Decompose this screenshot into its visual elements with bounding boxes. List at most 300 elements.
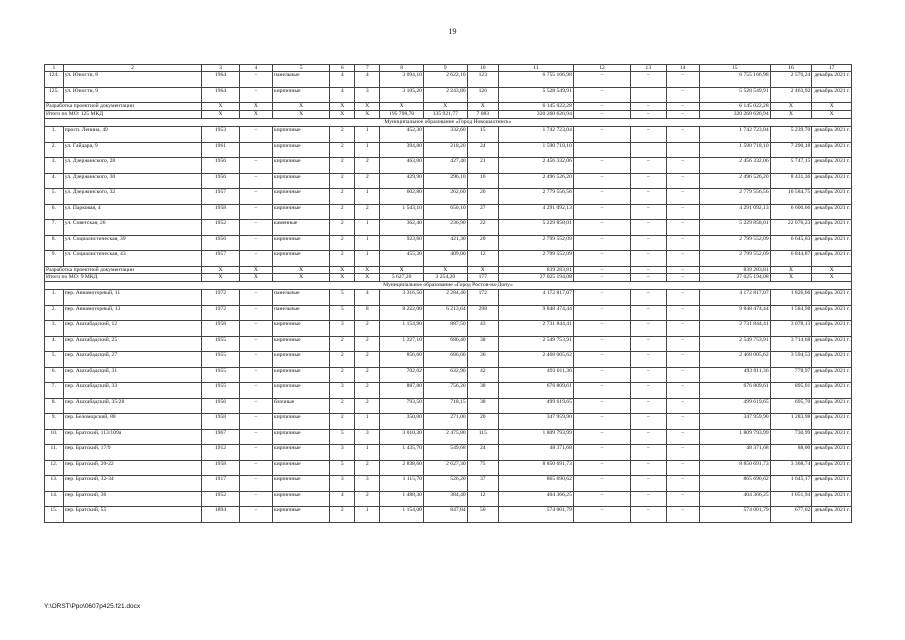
table-cell: 177: [467, 274, 498, 282]
table-cell: 1955: [202, 383, 239, 399]
table-cell: –: [666, 127, 699, 143]
table-cell: 1967: [202, 429, 239, 445]
table-cell: 1 742 723,04: [699, 127, 770, 143]
table-cell: пер. Братский, 36: [63, 491, 201, 507]
table-cell: 2: [330, 367, 355, 383]
table-cell: –: [666, 507, 699, 523]
table-cell: X: [273, 111, 330, 119]
table-cell: 27 025 194,08: [498, 274, 573, 282]
table-cell: 123: [467, 72, 498, 88]
table-cell: 2 838,60: [380, 460, 424, 476]
table-cell: 1958: [202, 204, 239, 220]
table-cell: 3.: [45, 158, 64, 174]
table-cell: 332,60: [423, 127, 467, 143]
table-cell: –: [666, 445, 699, 461]
table-cell: X: [355, 103, 380, 111]
table-cell: –: [239, 204, 272, 220]
table-cell: Разработка проектной документации: [45, 266, 202, 274]
table-cell: Муниципальное образование «Город Новошахтинск»: [45, 118, 852, 126]
table-cell: –: [239, 414, 272, 430]
table-cell: 4: [355, 290, 380, 306]
table-cell: декабрь 2021 г.: [812, 507, 852, 523]
table-cell: 5 627,20: [380, 274, 424, 282]
table-cell: 5 747,15: [770, 158, 812, 174]
table-cell: 1 590 718,10: [498, 142, 573, 158]
table-cell: 1964: [202, 72, 239, 88]
table-cell: 10: [467, 65, 498, 72]
table-cell: –: [666, 251, 699, 267]
table-cell: X: [330, 111, 355, 119]
table-cell: 1972: [202, 305, 239, 321]
table-cell: 650,10: [423, 204, 467, 220]
table-row: [45, 72, 852, 88]
table-cell: 2: [330, 414, 355, 430]
table-cell: 75: [467, 460, 498, 476]
table-cell: 2 731 844,41: [699, 321, 770, 337]
table-cell: 1953: [202, 127, 239, 143]
table-cell: 8: [380, 65, 424, 72]
table-cell: пер. Авиамоторный, 13: [63, 305, 201, 321]
table-cell: 7: [355, 65, 380, 72]
table-cell: –: [573, 204, 630, 220]
table-cell: 3 094,10: [380, 72, 424, 88]
table-cell: 856,60: [380, 352, 424, 368]
table-cell: 2: [355, 383, 380, 399]
table-row: [45, 445, 852, 461]
table-cell: –: [573, 507, 630, 523]
table-cell: –: [573, 251, 630, 267]
table-cell: 20: [467, 235, 498, 251]
table-cell: –: [239, 383, 272, 399]
table-cell: 6: [330, 65, 355, 72]
table-cell: –: [573, 321, 630, 337]
table-cell: декабрь 2021 г.: [812, 414, 852, 430]
housing-repair-table: [44, 64, 852, 523]
table-cell: 2 496 526,20: [699, 173, 770, 189]
table-cell: X: [239, 103, 272, 111]
table-row: [45, 321, 852, 337]
table-cell: пер. Ашхабадский, 27: [63, 352, 201, 368]
table-cell: –: [239, 290, 272, 306]
table-cell: –: [573, 491, 630, 507]
table-cell: декабрь 2021 г.: [812, 87, 852, 103]
table-cell: –: [631, 398, 666, 414]
table-cell: 6 755 166,98: [498, 72, 573, 88]
table-cell: X: [239, 111, 272, 119]
table-cell: 5 239,70: [770, 127, 812, 143]
page-number: 19: [448, 27, 457, 36]
table-cell: X: [812, 266, 852, 274]
table-cell: –: [239, 158, 272, 174]
table-cell: 38: [467, 398, 498, 414]
table-cell: 2: [330, 189, 355, 205]
table-cell: X: [467, 103, 498, 111]
table-cell: декабрь 2021 г.: [812, 173, 852, 189]
table-cell: X: [770, 266, 812, 274]
table-cell: X: [202, 274, 239, 282]
table-cell: 2: [330, 235, 355, 251]
table-cell: 4 172 817,07: [699, 290, 770, 306]
table-cell: пер. Братский, 55: [63, 507, 201, 523]
table-cell: –: [239, 491, 272, 507]
table-cell: [631, 87, 666, 103]
table-cell: –: [573, 352, 630, 368]
table-cell: просп. Ленина, 49: [63, 127, 201, 143]
table-cell: –: [239, 507, 272, 523]
table-cell: –: [631, 383, 666, 399]
table-row: [45, 204, 852, 220]
table-cell: 13.: [45, 476, 64, 492]
table-cell: 632,90: [423, 367, 467, 383]
table-cell: 895,01: [770, 383, 812, 399]
table-cell: 8 850 691,73: [699, 460, 770, 476]
table-cell: –: [666, 290, 699, 306]
table-cell: 1952: [202, 220, 239, 236]
table-cell: 865 690,62: [699, 476, 770, 492]
table-cell: X: [355, 111, 380, 119]
table-cell: 24: [467, 445, 498, 461]
table-row: [45, 173, 852, 189]
table-cell: –: [573, 72, 630, 88]
table-cell: 3: [355, 87, 380, 103]
table-cell: 3.: [45, 321, 64, 337]
table-cell: 1 154,90: [380, 321, 424, 337]
table-cell: 4 291 092,13: [498, 204, 573, 220]
table-cell: 2: [330, 173, 355, 189]
table-cell: 21: [467, 158, 498, 174]
table-cell: декабрь 2021 г.: [812, 127, 852, 143]
table-cell: –: [666, 491, 699, 507]
table-cell: пер. Авиамоторный, 11: [63, 290, 201, 306]
table-cell: ул. Дзержинского, 30: [63, 173, 201, 189]
table-cell: –: [239, 72, 272, 88]
table-cell: –: [573, 103, 630, 111]
table-cell: 887,80: [380, 383, 424, 399]
table-cell: кирпичные: [273, 204, 330, 220]
table-cell: 2 549 753,91: [699, 336, 770, 352]
table-cell: кирпичные: [273, 189, 330, 205]
table-row: [45, 305, 852, 321]
table-cell: кирпичные: [273, 429, 330, 445]
table-cell: 718,15: [423, 398, 467, 414]
table-cell: 22: [467, 220, 498, 236]
table-cell: 2: [330, 220, 355, 236]
table-cell: –: [573, 398, 630, 414]
table-cell: –: [573, 220, 630, 236]
table-cell: –: [666, 476, 699, 492]
table-cell: –: [631, 336, 666, 352]
table-cell: декабрь 2021 г.: [812, 142, 852, 158]
table-cell: 1.: [45, 290, 64, 306]
table-cell: 1894: [202, 507, 239, 523]
table-cell: 320 260 626,94: [699, 111, 770, 119]
table-cell: 11: [498, 65, 573, 72]
table-cell: кирпичные: [273, 507, 330, 523]
table-cell: –: [239, 87, 272, 103]
municipality-section-row: [45, 118, 852, 126]
table-cell: 4.: [45, 336, 64, 352]
table-cell: панельные: [273, 72, 330, 88]
table-cell: X: [380, 103, 424, 111]
table-cell: пер. Ашхабадский, 35/28: [63, 398, 201, 414]
table-cell: 350,00: [380, 414, 424, 430]
table-cell: –: [573, 235, 630, 251]
table-cell: 6 145 022,28: [498, 103, 573, 111]
table-cell: 22 076,23: [770, 220, 812, 236]
column-number-header: [45, 65, 852, 72]
table-cell: 1956: [202, 158, 239, 174]
subtotal-row: [45, 111, 852, 119]
table-cell: –: [631, 127, 666, 143]
table-cell: 2: [330, 336, 355, 352]
table-cell: 421,30: [423, 235, 467, 251]
table-cell: 1: [45, 65, 64, 72]
table-cell: 1: [355, 414, 380, 430]
table-cell: 602,80: [380, 189, 424, 205]
table-cell: 6 600,66: [770, 204, 812, 220]
table-cell: 2 731 844,41: [498, 321, 573, 337]
table-cell: 3 078,13: [770, 321, 812, 337]
table-cell: 20: [467, 414, 498, 430]
table-cell: 493 011,36: [498, 367, 573, 383]
table-cell: 923,60: [380, 235, 424, 251]
table-cell: кирпичные: [273, 173, 330, 189]
table-cell: 4: [239, 65, 272, 72]
table-cell: 549,68: [423, 445, 467, 461]
table-cell: ул. Социалистическая, 39: [63, 235, 201, 251]
table-cell: пер. Ашхабадский, 12: [63, 321, 201, 337]
table-cell: 865 690,62: [498, 476, 573, 492]
table-cell: X: [202, 111, 239, 119]
table-cell: X: [812, 274, 852, 282]
table-cell: кирпичные: [273, 414, 330, 430]
table-cell: 1 645,17: [770, 476, 812, 492]
table-cell: –: [573, 445, 630, 461]
table-cell: 2: [355, 367, 380, 383]
table-cell: ул. Юности, 8: [63, 72, 201, 88]
table-cell: –: [666, 189, 699, 205]
table-cell: –: [666, 336, 699, 352]
table-cell: 271,00: [423, 414, 467, 430]
table-cell: 7.: [45, 383, 64, 399]
table-cell: –: [239, 321, 272, 337]
table-cell: 384,40: [423, 491, 467, 507]
table-cell: 8.: [45, 235, 64, 251]
table-cell: 394,80: [380, 142, 424, 158]
table-cell: 2: [355, 491, 380, 507]
table-cell: 2 468 005,62: [498, 352, 573, 368]
table-cell: декабрь 2021 г.: [812, 367, 852, 383]
table-cell: декабрь 2021 г.: [812, 72, 852, 88]
table-cell: кирпичные: [273, 321, 330, 337]
table-cell: 1: [355, 507, 380, 523]
table-cell: –: [631, 491, 666, 507]
table-cell: 3: [202, 65, 239, 72]
table-cell: X: [355, 266, 380, 274]
table-cell: 2: [330, 398, 355, 414]
table-cell: ул. Социалистическая, 43: [63, 251, 201, 267]
table-cell: 135 921,77: [423, 111, 467, 119]
table-cell: –: [631, 103, 666, 111]
table-cell: 296,10: [423, 173, 467, 189]
table-cell: –: [239, 476, 272, 492]
table-cell: ул. Юности, 9: [63, 87, 201, 103]
table-cell: 1 826,66: [770, 290, 812, 306]
table-cell: –: [239, 220, 272, 236]
table-cell: X: [423, 266, 467, 274]
table-cell: 37: [467, 476, 498, 492]
table-cell: –: [573, 274, 630, 282]
table-cell: –: [666, 398, 699, 414]
table-cell: 1 283,98: [770, 414, 812, 430]
table-cell: 262,60: [423, 189, 467, 205]
table-cell: –: [666, 352, 699, 368]
table-cell: –: [239, 445, 272, 461]
table-cell: 6 145 022,28: [699, 103, 770, 111]
table-cell: 3 368,74: [770, 460, 812, 476]
table-cell: 2 463,92: [770, 87, 812, 103]
table-cell: –: [573, 476, 630, 492]
table-cell: 1 435,70: [380, 445, 424, 461]
table-cell: –: [573, 367, 630, 383]
table-cell: 9: [423, 65, 467, 72]
table-cell: 1952: [202, 491, 239, 507]
table-cell: 16: [467, 173, 498, 189]
table-cell: X: [202, 103, 239, 111]
table-cell: 1: [355, 235, 380, 251]
table-cell: декабрь 2021 г.: [812, 352, 852, 368]
table-cell: 2: [63, 65, 201, 72]
table-cell: –: [631, 352, 666, 368]
table-cell: 1 742 723,04: [498, 127, 573, 143]
table-cell: 793,50: [380, 398, 424, 414]
table-cell: 2: [330, 251, 355, 267]
table-cell: 1 543,10: [380, 204, 424, 220]
table-cell: –: [573, 158, 630, 174]
table-row: [45, 367, 852, 383]
table-cell: 3 714,68: [770, 336, 812, 352]
table-cell: 427,40: [423, 158, 467, 174]
table-cell: 5 528 549,91: [498, 87, 573, 103]
table-cell: –: [666, 111, 699, 119]
table-row: [45, 189, 852, 205]
table-cell: [573, 142, 630, 158]
table-cell: –: [631, 204, 666, 220]
table-cell: 2: [330, 204, 355, 220]
table-row: [45, 429, 852, 445]
table-cell: 1 115,70: [380, 476, 424, 492]
table-cell: –: [573, 127, 630, 143]
table-row: [45, 460, 852, 476]
table-cell: 115: [467, 429, 498, 445]
table-cell: 2: [330, 142, 355, 158]
table-cell: 8 431,36: [770, 173, 812, 189]
table-cell: –: [631, 266, 666, 274]
table-cell: 574 001,79: [699, 507, 770, 523]
table-cell: 1 051,94: [770, 491, 812, 507]
table-cell: 3: [330, 383, 355, 399]
table-cell: 5: [330, 305, 355, 321]
table-cell: 1 809 793,99: [699, 429, 770, 445]
table-cell: 218,20: [423, 142, 467, 158]
table-cell: 1: [355, 251, 380, 267]
design-documentation-row: [45, 103, 852, 111]
table-cell: 14: [666, 65, 699, 72]
table-cell: 50: [467, 507, 498, 523]
table-cell: 1956: [202, 235, 239, 251]
table-cell: пер. Братский, 17/9: [63, 445, 201, 461]
table-cell: кирпичные: [273, 445, 330, 461]
table-cell: декабрь 2021 г.: [812, 460, 852, 476]
table-cell: –: [239, 352, 272, 368]
table-cell: 455,30: [380, 251, 424, 267]
table-cell: кирпичные: [273, 460, 330, 476]
table-cell: –: [573, 305, 630, 321]
table-cell: 463,00: [380, 158, 424, 174]
table-cell: ул. Дзержинского, 32: [63, 189, 201, 205]
table-cell: –: [573, 87, 630, 103]
table-cell: 5 528 549,91: [699, 87, 770, 103]
table-cell: –: [666, 72, 699, 88]
table-cell: пер. Братский, 20-22: [63, 460, 201, 476]
table-cell: 7 290,18: [770, 142, 812, 158]
table-cell: 2: [330, 127, 355, 143]
table-cell: 2: [330, 352, 355, 368]
table-cell: 887,50: [423, 321, 467, 337]
table-cell: –: [666, 266, 699, 274]
table-cell: –: [666, 383, 699, 399]
table-cell: –: [666, 367, 699, 383]
table-cell: 574 001,79: [498, 507, 573, 523]
table-cell: декабрь 2021 г.: [812, 491, 852, 507]
table-cell: X: [423, 103, 467, 111]
table-cell: кирпичные: [273, 127, 330, 143]
table-cell: –: [631, 235, 666, 251]
table-cell: 15: [699, 65, 770, 72]
table-cell: –: [666, 204, 699, 220]
table-cell: 9 848 474,44: [498, 305, 573, 321]
table-cell: 11.: [45, 445, 64, 461]
table-cell: –: [573, 429, 630, 445]
table-cell: –: [631, 321, 666, 337]
table-cell: 1957: [202, 251, 239, 267]
table-cell: 4 172 817,07: [498, 290, 573, 306]
table-cell: кирпичные: [273, 352, 330, 368]
table-cell: –: [666, 321, 699, 337]
table-cell: 36: [467, 352, 498, 368]
table-cell: 2.: [45, 142, 64, 158]
table-cell: –: [666, 220, 699, 236]
table-cell: 9.: [45, 414, 64, 430]
table-cell: 17: [812, 65, 852, 72]
table-cell: 1956: [202, 173, 239, 189]
table-cell: 2 284,40: [423, 290, 467, 306]
table-cell: 1955: [202, 352, 239, 368]
table-cell: пер. Братский, 32-34: [63, 476, 201, 492]
table-cell: ул. Советская, 26: [63, 220, 201, 236]
table-cell: [239, 142, 272, 158]
table-cell: 24: [467, 142, 498, 158]
table-cell: X: [380, 266, 424, 274]
table-cell: –: [631, 414, 666, 430]
table-cell: 452,30: [380, 127, 424, 143]
table-cell: –: [631, 290, 666, 306]
table-row: [45, 476, 852, 492]
table-cell: 499 619,65: [498, 398, 573, 414]
table-cell: Муниципальное образование «Город Ростов-на-Дону»: [45, 282, 852, 290]
table-cell: –: [666, 235, 699, 251]
table-cell: 2: [355, 173, 380, 189]
